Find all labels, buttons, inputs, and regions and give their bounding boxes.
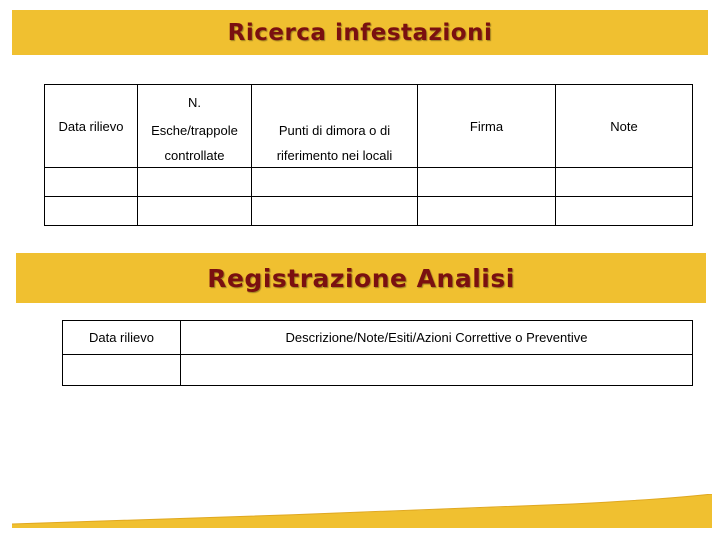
table2-cell[interactable] [63, 355, 181, 386]
header-esche-trappole [138, 85, 252, 168]
header-note-label: Note [610, 118, 638, 134]
table2-row [63, 355, 693, 386]
section1-title: Ricerca infestazioni [227, 19, 493, 46]
table1-cell[interactable] [418, 197, 556, 226]
header-data-rilievo-label: Data rilievo [58, 118, 124, 134]
header-esche-line3: controllate [164, 148, 225, 163]
registrazione-analisi-table [62, 320, 693, 386]
table2-header-row [63, 321, 693, 355]
header-esche-line1: N. [188, 95, 201, 110]
table2-cell[interactable] [181, 355, 693, 386]
ricerca-infestazioni-banner [12, 10, 708, 55]
table1-cell[interactable] [138, 168, 252, 197]
header-descrizione: Descrizione/Note/Esiti/Azioni Correttive o Preventive [181, 321, 693, 355]
section2-title: Registrazione Analisi [207, 263, 515, 293]
table1-header-row [45, 85, 693, 168]
table1-cell[interactable] [556, 197, 693, 226]
registrazione-analisi-banner [16, 253, 706, 303]
decorative-swoosh [12, 494, 712, 528]
header-punti-dimora [252, 85, 418, 168]
header-firma [418, 85, 556, 168]
table1-row [45, 168, 693, 197]
header-data-rilievo [45, 85, 138, 168]
table1-cell[interactable] [418, 168, 556, 197]
header-punti-line1: Punti di dimora o di [278, 123, 391, 138]
ricerca-infestazioni-table [44, 84, 693, 226]
header-data-rilievo-2: Data rilievo [63, 321, 181, 355]
header-firma-label: Firma [469, 118, 504, 134]
table1-row [45, 197, 693, 226]
header-note [556, 85, 693, 168]
table1-cell[interactable] [556, 168, 693, 197]
table1-cell[interactable] [252, 168, 418, 197]
table1-cell[interactable] [45, 168, 138, 197]
table1-cell[interactable] [138, 197, 252, 226]
table1-cell[interactable] [45, 197, 138, 226]
table1-cell[interactable] [252, 197, 418, 226]
header-esche-line2: Esche/trappole [151, 123, 238, 138]
header-punti-line2: riferimento nei locali [276, 148, 393, 163]
